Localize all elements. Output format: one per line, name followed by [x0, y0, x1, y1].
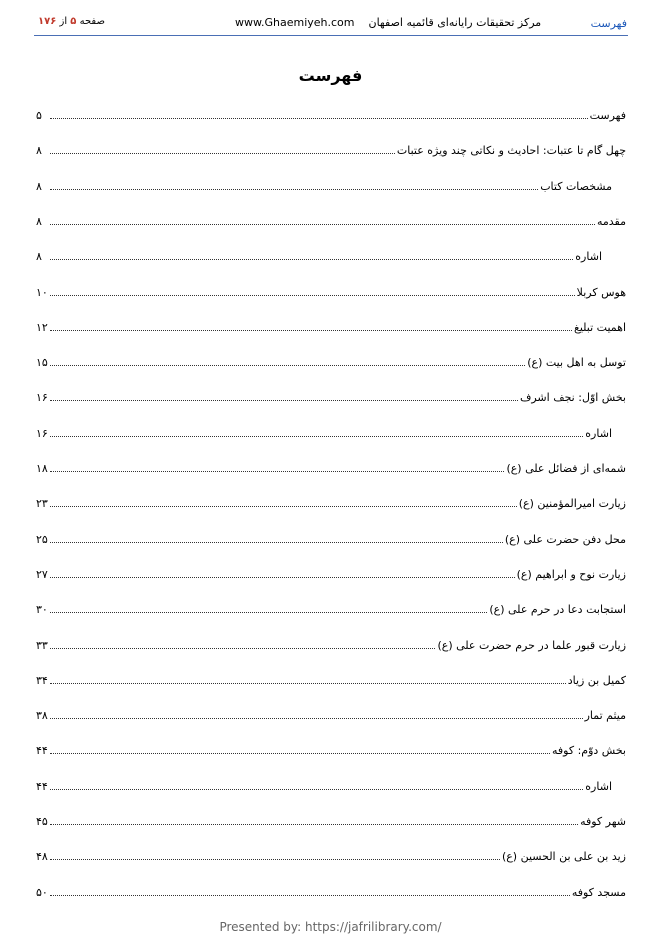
toc-dot-leader [50, 612, 487, 613]
toc-dot-leader [50, 400, 518, 401]
toc-entry-label: استجابت دعا در حرم علی (ع) [489, 603, 626, 617]
toc-dot-leader [50, 365, 525, 366]
toc-entry[interactable] [36, 494, 626, 510]
toc-entry-page: ۴۸ [36, 850, 48, 864]
toc-entry-page: ۲۷ [36, 567, 48, 581]
toc-entry-page: ۲۳ [36, 497, 48, 511]
toc-dot-leader [50, 295, 575, 296]
toc-entry[interactable] [36, 847, 626, 863]
toc-entry-label: فهرست [589, 109, 626, 122]
toc-entry-page: ۸ [36, 214, 42, 228]
toc-entry[interactable] [36, 636, 626, 652]
toc-entry-page: ۴۵ [36, 815, 48, 828]
toc-entry-label: هوس کربلا [576, 285, 626, 299]
toc-entry-page: ۱۶ [36, 391, 48, 405]
toc-entry-page: ۴۴ [36, 779, 48, 793]
page-title: فهرست [298, 66, 363, 85]
toc-entry[interactable] [36, 706, 626, 722]
toc-entry[interactable] [36, 353, 626, 369]
toc-entry-page: ۱۸ [36, 462, 48, 475]
toc-entry-page: ۸ [36, 144, 42, 158]
page-total: ۱۷۶ [38, 16, 57, 27]
toc-dot-leader [50, 789, 583, 790]
toc-entry[interactable] [36, 247, 626, 263]
toc-entry-page: ۸ [36, 179, 42, 193]
toc-entry-page: ۸ [36, 250, 42, 264]
toc-dot-leader [50, 330, 572, 331]
toc-entry-label: زیارت امیرالمؤمنین (ع) [518, 497, 626, 511]
toc-dot-leader [50, 436, 583, 437]
toc-entry-label: اشاره [585, 779, 612, 793]
toc-dot-leader [50, 718, 583, 719]
toc-entry-label: چهل گام تا عتبات: احادیث و نکاتی چند ویژه عتبات [396, 144, 626, 158]
toc-entry-page: ۵۰ [36, 885, 48, 899]
toc-entry-page: ۱۰ [36, 285, 48, 299]
toc-entry-page: ۱۲ [36, 320, 48, 334]
toc-entry-label: زید بن علی بن الحسین (ع) [501, 850, 626, 864]
toc-entry[interactable] [36, 741, 626, 757]
toc-entry-label: توسل به اهل بیت (ع) [527, 356, 626, 370]
toc-dot-leader [50, 683, 566, 684]
toc-dot-leader [50, 189, 538, 190]
toc-dot-leader [50, 648, 435, 649]
toc-dot-leader [50, 118, 588, 119]
toc-entry-label: اهمیت تبلیغ [573, 320, 626, 334]
toc-entry[interactable] [36, 424, 626, 440]
toc-dot-leader [50, 542, 503, 543]
toc-entry-page: ۳۴ [36, 673, 48, 687]
toc-dot-leader [50, 859, 500, 860]
toc-entry[interactable] [36, 106, 626, 122]
toc-entry-label: زیارت نوح و ابراهیم (ع) [516, 567, 626, 581]
toc-entry-label: میثم تمار [584, 709, 626, 723]
toc-dot-leader [50, 824, 578, 825]
toc-entry[interactable] [36, 671, 626, 687]
toc-dot-leader [50, 895, 570, 896]
toc-entry[interactable] [36, 777, 626, 793]
toc-entry-page: ۳۸ [36, 709, 48, 723]
toc-entry-page: ۱۶ [36, 426, 48, 440]
header-site-url[interactable]: www.Ghaemiyeh.com [235, 16, 355, 29]
toc-entry-page: ۳۳ [36, 638, 48, 652]
page-header [0, 0, 661, 36]
toc-entry-label: بخش دوّم: کوفه [552, 744, 626, 758]
header-page-counter [38, 16, 105, 27]
toc-entry-page: ۳۰ [36, 603, 48, 617]
toc-dot-leader [50, 259, 573, 260]
toc-dot-leader [50, 471, 504, 472]
toc-entry-page: ۴۴ [36, 744, 48, 758]
page-prefix: صفحه [79, 16, 105, 27]
header-divider [34, 35, 628, 36]
header-publisher-name: مرکز تحقیقات رایانه‌ای قائمیه اصفهان [368, 16, 542, 29]
toc-entry[interactable] [36, 530, 626, 546]
toc-entry-page: ۱۵ [36, 356, 48, 370]
toc-entry[interactable] [36, 565, 626, 581]
toc-entry-label: اشاره [585, 426, 612, 440]
toc-entry-label: اشاره [575, 250, 602, 264]
toc-dot-leader [50, 224, 595, 225]
toc-entry-label: مقدمه [596, 214, 626, 228]
toc-entry-page: ۵ [36, 109, 42, 122]
toc-dot-leader [50, 577, 515, 578]
toc-dot-leader [50, 153, 395, 154]
toc-entry[interactable] [36, 388, 626, 404]
toc-entry[interactable] [36, 812, 626, 828]
toc-entry-label: مسجد کوفه [571, 885, 626, 899]
page-sep: از [59, 16, 68, 27]
toc-entry-label: محل دفن حضرت علی (ع) [504, 532, 626, 546]
toc-entry[interactable] [36, 883, 626, 899]
toc-entry[interactable] [36, 212, 626, 228]
toc-dot-leader [50, 753, 550, 754]
toc-entry[interactable] [36, 318, 626, 334]
page-current: ۵ [70, 16, 77, 27]
toc-entry[interactable] [36, 283, 626, 299]
toc-entry-label: بخش اوّل: نجف اشرف [519, 391, 626, 405]
toc-entry-label: کمیل بن زیاد [567, 673, 626, 687]
toc-entry[interactable] [36, 177, 626, 193]
toc-entry[interactable] [36, 141, 626, 157]
header-publisher [235, 16, 541, 29]
toc-entry[interactable] [36, 600, 626, 616]
toc-entry-label: شهر کوفه [580, 815, 626, 828]
toc-entry[interactable] [36, 459, 626, 475]
header-section-link[interactable]: فهرست [590, 17, 627, 30]
footer-credit: Presented by: https://jafrilibrary.com/ [219, 920, 442, 934]
toc-entry-label: مشخصات کتاب [540, 179, 612, 193]
toc-entry-label: شمه‌ای از فضائل علی (ع) [506, 462, 626, 475]
toc-entry-label: زیارت قبور علما در حرم حضرت علی (ع) [437, 638, 626, 652]
toc-entry-page: ۲۵ [36, 532, 48, 546]
toc-dot-leader [50, 506, 517, 507]
